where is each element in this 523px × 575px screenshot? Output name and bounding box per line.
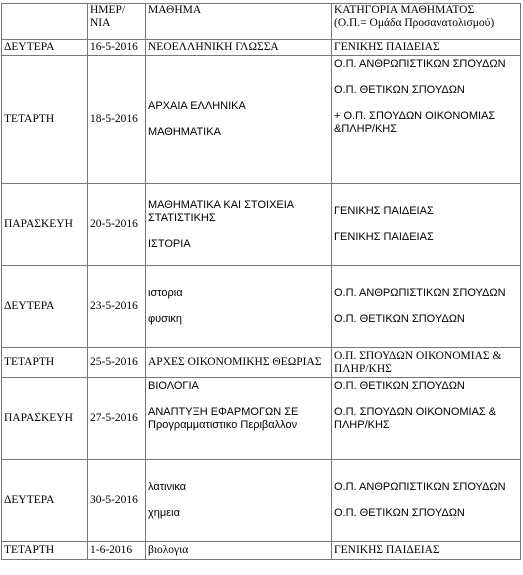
header-category <box>332 4 521 40</box>
header-category-note: (Ο.Π.= Ομάδα Προσανατολισμού) <box>334 17 495 29</box>
table-row <box>2 40 521 56</box>
table-row <box>2 266 521 348</box>
category-text: + Ο.Π. ΣΠΟΥΔΩΝ ΟΙΚΟΝΟΜΙΑΣ &ΠΛΗΡ/ΚΗΣ <box>334 110 496 135</box>
category-cell <box>332 56 521 184</box>
table-row <box>2 348 521 378</box>
date-cell: 16-5-2016 <box>88 40 146 56</box>
subject-cell <box>146 378 332 460</box>
category-text: Ο.Π. ΘΕΤΙΚΩΝ ΣΠΟΥΔΩΝ <box>334 84 465 96</box>
category-cell <box>332 184 521 266</box>
category-text: Ο.Π. ΑΝΘΡΩΠΙΣΤΙΚΩΝ ΣΠΟΥΔΩΝ <box>334 58 506 70</box>
subject-cell <box>146 266 332 348</box>
category-text: Ο.Π. ΑΝΘΡΩΠΙΣΤΙΚΩΝ ΣΠΟΥΔΩΝ <box>334 481 506 493</box>
category-text: Ο.Π. ΣΠΟΥΔΩΝ ΟΙΚΟΝΟΜΙΑΣ & ΠΛΗΡ/ΚΗΣ <box>334 349 502 375</box>
day-cell: ΔΕΥΤΕΡΑ <box>2 460 88 542</box>
day-cell: ΔΕΥΤΕΡΑ <box>2 40 88 56</box>
day-cell: ΠΑΡΑΣΚΕΥΗ <box>2 184 88 266</box>
subject-cell <box>146 184 332 266</box>
date-cell: 30-5-2016 <box>88 460 146 542</box>
table-row <box>2 184 521 266</box>
category-cell <box>332 348 521 378</box>
category-text: Ο.Π. ΣΠΟΥΔΩΝ ΟΙΚΟΝΟΜΙΑΣ & ΠΛΗΡ/ΚΗΣ <box>334 406 497 431</box>
subject-text: ΑΡΧΕΣ ΟΙΚΟΝΟΜΙΚΗΣ ΘΕΩΡΙΑΣ <box>148 356 322 368</box>
day-cell: ΠΑΡΑΣΚΕΥΗ <box>2 378 88 460</box>
day-cell: ΤΕΤΑΡΤΗ <box>2 56 88 184</box>
date-cell: 25-5-2016 <box>88 348 146 378</box>
subject-text: ιστορια <box>148 287 183 299</box>
category-cell <box>332 542 521 560</box>
category-text: ΓΕΝΙΚΗΣ ΠΑΙΔΕΙΑΣ <box>334 205 434 217</box>
date-cell: 27-5-2016 <box>88 378 146 460</box>
category-text: Ο.Π. ΘΕΤΙΚΩΝ ΣΠΟΥΔΩΝ <box>334 507 465 519</box>
table-row <box>2 542 521 560</box>
header-row <box>2 4 521 40</box>
date-cell: 20-5-2016 <box>88 184 146 266</box>
category-text: Ο.Π. ΘΕΤΙΚΩΝ ΣΠΟΥΔΩΝ <box>334 313 465 325</box>
exam-schedule-table <box>1 3 521 560</box>
date-cell: 18-5-2016 <box>88 56 146 184</box>
category-cell <box>332 266 521 348</box>
table-row <box>2 460 521 542</box>
subject-text: ΑΡΧΑΙΑ ΕΛΛΗΝΙΚΑ <box>148 100 246 112</box>
subject-text: βιολογια <box>148 544 189 556</box>
date-cell: 1-6-2016 <box>88 542 146 560</box>
category-cell <box>332 40 521 56</box>
table-row <box>2 56 521 184</box>
subject-cell <box>146 460 332 542</box>
day-cell: ΔΕΥΤΕΡΑ <box>2 266 88 348</box>
subject-cell <box>146 348 332 378</box>
category-text: Ο.Π. ΑΝΘΡΩΠΙΣΤΙΚΩΝ ΣΠΟΥΔΩΝ <box>334 287 506 299</box>
category-text: ΓΕΝΙΚΗΣ ΠΑΙΔΕΙΑΣ <box>334 231 434 243</box>
subject-text: ΜΑΘΗΜΑΤΙΚΑ <box>148 126 221 138</box>
subject-cell <box>146 56 332 184</box>
category-text: ΓΕΝΙΚΗΣ ΠΑΙΔΕΙΑΣ <box>334 41 440 53</box>
subject-text: χημεια <box>148 507 180 519</box>
category-cell <box>332 460 521 542</box>
subject-text: ΑΝΑΠΤΥΞΗ ΕΦΑΡΜΟΓΩΝ ΣΕ Προγραμματιστικο Περιβαλλον <box>148 406 299 431</box>
category-text: Ο.Π. ΘΕΤΙΚΩΝ ΣΠΟΥΔΩΝ <box>334 380 465 392</box>
subject-text: ΜΑΘΗΜΑΤΙΚΑ ΚΑΙ ΣΤΟΙΧΕΙΑ ΣΤΑΤΙΣΤΙΚΗΣ <box>148 198 294 224</box>
header-category-title: ΚΑΤΗΓΟΡΙΑ ΜΑΘΗΜΑΤΟΣ <box>334 4 475 16</box>
day-cell: ΤΕΤΑΡΤΗ <box>2 348 88 378</box>
subject-text: ΝΕΟΕΛΛΗΝΙΚΗ ΓΛΩΣΣΑ <box>148 41 279 53</box>
day-cell: ΤΕΤΑΡΤΗ <box>2 542 88 560</box>
subject-text: ΒΙΟΛΟΓΙΑ <box>148 380 199 392</box>
subject-text: ΙΣΤΟΡΙΑ <box>148 237 191 250</box>
subject-cell <box>146 40 332 56</box>
category-text: ΓΕΝΙΚΗΣ ΠΑΙΔΕΙΑΣ <box>334 544 440 556</box>
header-subject: ΜΑΘΗΜΑ <box>146 4 332 40</box>
subject-cell <box>146 542 332 560</box>
table-row <box>2 378 521 460</box>
header-day <box>2 4 88 40</box>
subject-text: φυσικη <box>148 313 182 325</box>
date-cell: 23-5-2016 <box>88 266 146 348</box>
subject-text: λατινικα <box>148 481 187 493</box>
category-cell <box>332 378 521 460</box>
header-date: ΗΜΕΡ/ΝΙΑ <box>88 4 146 40</box>
